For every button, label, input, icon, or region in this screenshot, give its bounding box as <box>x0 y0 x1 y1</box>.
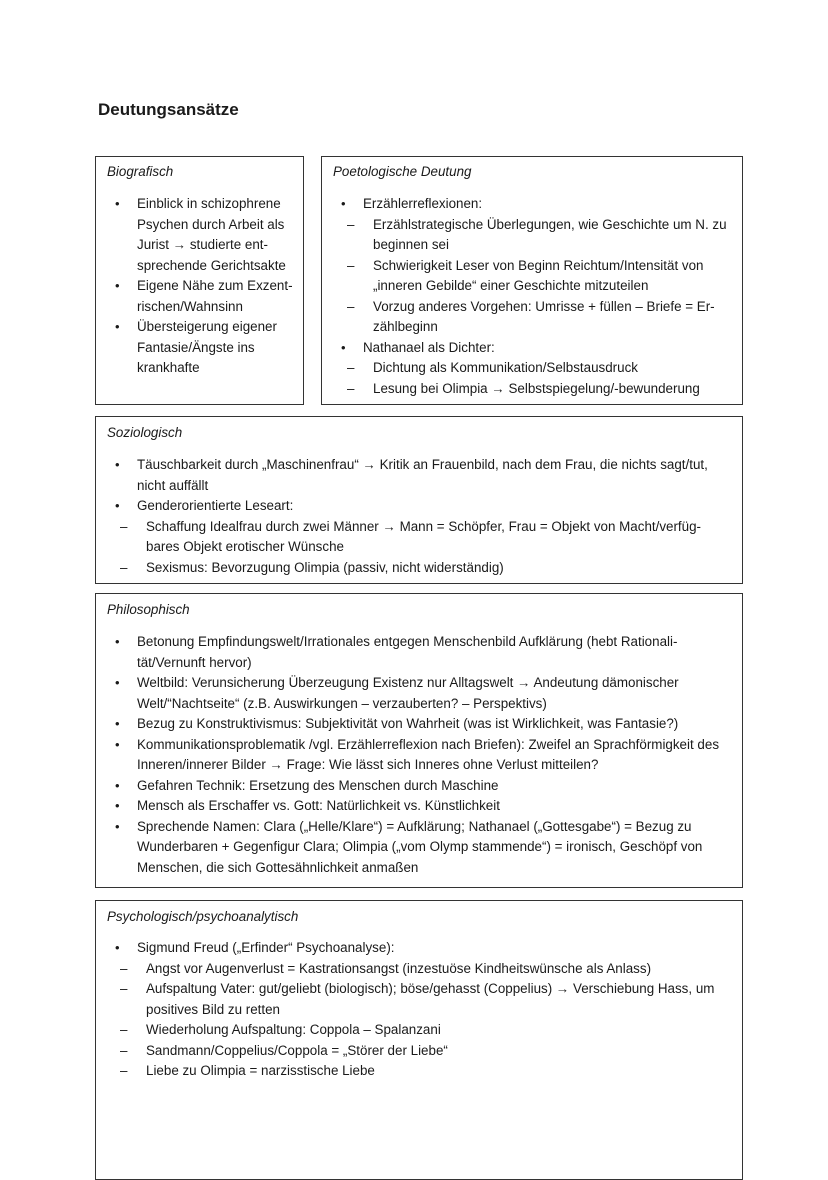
list-item: • Gefahren Technik: Ersetzung des Menschen durch Maschine <box>137 776 732 797</box>
list-biografisch <box>137 194 297 379</box>
section-philosophisch <box>95 593 743 888</box>
list-item: • Bezug zu Konstruktivismus: Subjektivität von Wahrheit (was ist Wirklichkeit, was Fantasie?) <box>137 714 732 735</box>
list-item: • Täuschbarkeit durch „Maschinenfrau“ → Kritik an Frauenbild, nach dem Frau, die nichts sagt/tut, nicht auffällt <box>137 455 732 496</box>
list-subitem: – Lesung bei Olimpia → Selbstspiegelung/-bewunderung <box>373 379 733 400</box>
list-subitem: – Aufspaltung Vater: gut/geliebt (biologisch); böse/gehasst (Coppelius) → Verschiebung Hass, um positives Bild zu retten <box>146 979 732 1020</box>
list-item: • Sigmund Freud („Erfinder“ Psychoanalyse): <box>137 938 732 959</box>
list-subitem: – Erzählstrategische Überlegungen, wie Geschichte um N. zu beginnen sei <box>373 215 733 256</box>
list-item: • Nathanael als Dichter: <box>363 338 733 359</box>
list-subitem: – Wiederholung Aufspaltung: Coppola – Spalanzani <box>146 1020 732 1041</box>
list-subitem: – Sexismus: Bevorzugung Olimpia (passiv, nicht widerständig) <box>146 558 732 579</box>
section-title-philosophisch: Philosophisch <box>107 602 190 617</box>
list-subitem: – Angst vor Augenverlust = Kastrationsangst (inzestuöse Kindheitswünsche als Anlass) <box>146 959 732 980</box>
section-psychologisch <box>95 900 743 1180</box>
list-item: • Eigene Nähe zum Exzent-rischen/Wahnsinn <box>137 276 297 317</box>
list-item: • Genderorientierte Leseart: <box>137 496 732 517</box>
section-title-biografisch: Biografisch <box>107 164 174 179</box>
section-poetologisch <box>321 156 743 405</box>
list-item: • Einblick in schizophrene Psychen durch Arbeit als Jurist → studierte ent-sprechende Gerichtsakte <box>137 194 297 276</box>
list-poetologisch <box>363 194 733 399</box>
section-title-soziologisch: Soziologisch <box>107 425 183 440</box>
list-item: • Sprechende Namen: Clara („Helle/Klare“) = Aufklärung; Nathanael („Gottesgabe“) = Bezug zu Wunderbaren + Gegenfigur Clara; Olimpia („vom Olymp stammende“) = ironisch, Geschöpf von Menschen, die sich Gottesähnlichkeit anmaßen <box>137 817 732 879</box>
list-philosophisch <box>137 632 732 878</box>
section-title-psychologisch: Psychologisch/psychoanalytisch <box>107 909 299 924</box>
list-subitem: – Sandmann/Coppelius/Coppola = „Störer der Liebe“ <box>146 1041 732 1062</box>
section-title-poetologisch: Poetologische Deutung <box>333 164 472 179</box>
list-psychologisch <box>137 938 732 1082</box>
list-subitem: – Schaffung Idealfrau durch zwei Männer → Mann = Schöpfer, Frau = Objekt von Macht/verfüg-bares Objekt erotischer Wünsche <box>146 517 732 558</box>
list-item: • Erzählerreflexionen: <box>363 194 733 215</box>
list-item: • Betonung Empfindungswelt/Irrationales entgegen Menschenbild Aufklärung (hebt Rationali-tät/Vernunft hervor) <box>137 632 732 673</box>
list-subitem: – Dichtung als Kommunikation/Selbstausdruck <box>373 358 733 379</box>
list-subitem: – Vorzug anderes Vorgehen: Umrisse + füllen – Briefe = Er-zählbeginn <box>373 297 733 338</box>
section-soziologisch <box>95 416 743 584</box>
list-item: • Kommunikationsproblematik /vgl. Erzählerreflexion nach Briefen): Zweifel an Sprachförmigkeit des Inneren/innerer Bilder → Frage: Wie lässt sich Inneres ohne Verlust mitteilen? <box>137 735 732 776</box>
list-item: • Mensch als Erschaffer vs. Gott: Natürlichkeit vs. Künstlichkeit <box>137 796 732 817</box>
list-subitem: – Liebe zu Olimpia = narzisstische Liebe <box>146 1061 732 1082</box>
list-soziologisch <box>137 455 732 578</box>
list-item: • Weltbild: Verunsicherung Überzeugung Existenz nur Alltagswelt → Andeutung dämonischer Welt/“Nachtseite“ (z.B. Auswirkungen – verzauberten? – Perspektivs) <box>137 673 732 714</box>
list-subitem: – Schwierigkeit Leser von Beginn Reichtum/Intensität von „inneren Gebilde“ einer Geschichte mitzuteilen <box>373 256 733 297</box>
section-biografisch <box>95 156 304 405</box>
page-title: Deutungsansätze <box>98 100 239 119</box>
list-item: • Übersteigerung eigener Fantasie/Ängste ins krankhafte <box>137 317 297 379</box>
